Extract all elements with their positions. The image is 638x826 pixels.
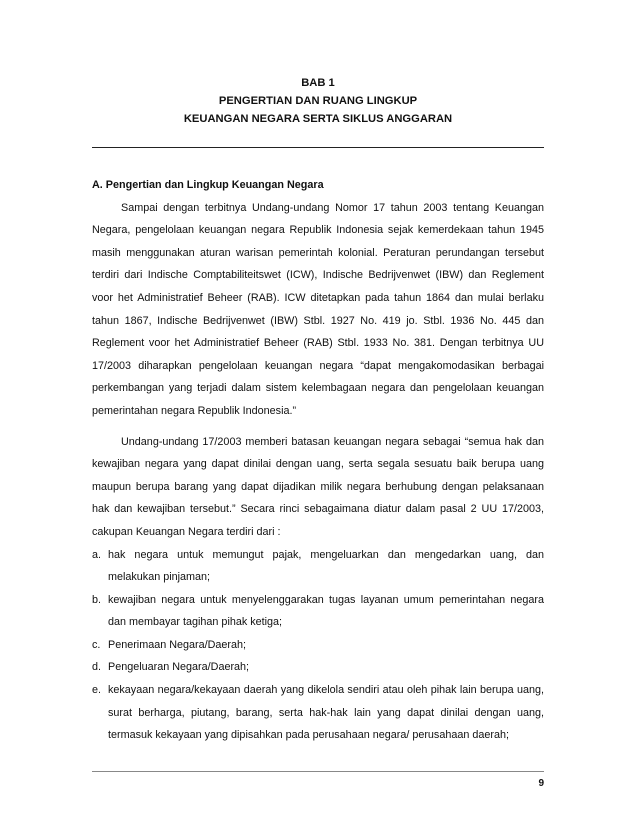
list-marker: a. [92,548,102,561]
list-item [92,679,544,747]
section-heading: A. Pengertian dan Lingkup Keuangan Negara [92,179,324,191]
list-item-text: Pengeluaran Negara/Daerah; [108,661,250,674]
list-item [92,634,544,657]
chapter-title-line-1: PENGERTIAN DAN RUANG LINGKUP [218,95,418,107]
list-item-text: kekayaan negara/kekayaan daerah yang dikelola sendiri atau oleh pihak lain berupa uang, surat berharga, piutang, barang, serta hak-hak lain yang dapat dinilai dengan uang, termasuk kekayaan yang dipisahkan pada perusahaan negara/ perusahaan daerah; [108,684,544,742]
list-marker: b. [92,593,102,606]
scope-list [92,544,544,747]
chapter-title-line-2: KEUANGAN NEGARA SERTA SIKLUS ANGGARAN [183,113,453,125]
list-marker: e. [92,684,102,697]
list-item-text: kewajiban negara untuk menyelenggarakan tugas layanan umum pemerintahan negara dan membayar tagihan pihak ketiga; [108,593,544,629]
list-item [92,656,544,679]
list-marker: d. [92,661,102,674]
list-item-text: Penerimaan Negara/Daerah; [108,638,247,651]
page-body [92,174,544,747]
chapter-header [92,74,544,128]
body-paragraph-2: Undang-undang 17/2003 memberi batasan keuangan negara sebagai “semua hak dan kewajiban negara yang dapat dinilai dengan uang, serta segala sesuatu baik berupa uang maupun berupa barang yang dapat dijadikan milik negara berhubung dengan pelaksanaan hak dan kewajiban tersebut.” Secara rinci sebagaimana diatur dalam pasal 2 UU 17/2003, cakupan Keuangan Negara terdiri dari : [92,435,544,538]
chapter-number: BAB 1 [301,77,335,89]
list-marker: c. [92,638,101,651]
header-divider [92,147,544,148]
list-item [92,544,544,589]
page-number: 9 [538,778,544,789]
list-item-text: hak negara untuk memungut pajak, mengeluarkan dan mengedarkan uang, dan melakukan pinjaman; [108,548,544,584]
list-item [92,589,544,634]
body-paragraph-1: Sampai dengan terbitnya Undang-undang Nomor 17 tahun 2003 tentang Keuangan Negara, pengelolaan keuangan negara Republik Indonesia sejak kemerdekaan tahun 1945 masih menggunakan aturan warisan pemerintah kolonial. Peraturan perundangan tersebut terdiri dari Indische Comptabiliteitswet (ICW), Indische Bedrijvenwet (IBW) dan Reglement voor het Administratief Beheer (RAB). ICW ditetapkan pada tahun 1864 dan mulai berlaku tahun 1867, Indische Bedrijvenwet (IBW) Stbl. 1927 No. 419 jo. Stbl. 1936 No. 445 dan Reglement voor het Administratief Beheer (RAB) Stbl. 1933 No. 381. Dengan terbitnya UU 17/2003 diharapkan pengelolaan keuangan negara “dapat mengakomodasikan berbagai perkembangan yang terjadi dalam sistem kelembagaan negara dan pengelolaan keuangan pemerintahan negara Republik Indonesia.” [92,201,544,417]
footer-divider [92,771,544,772]
